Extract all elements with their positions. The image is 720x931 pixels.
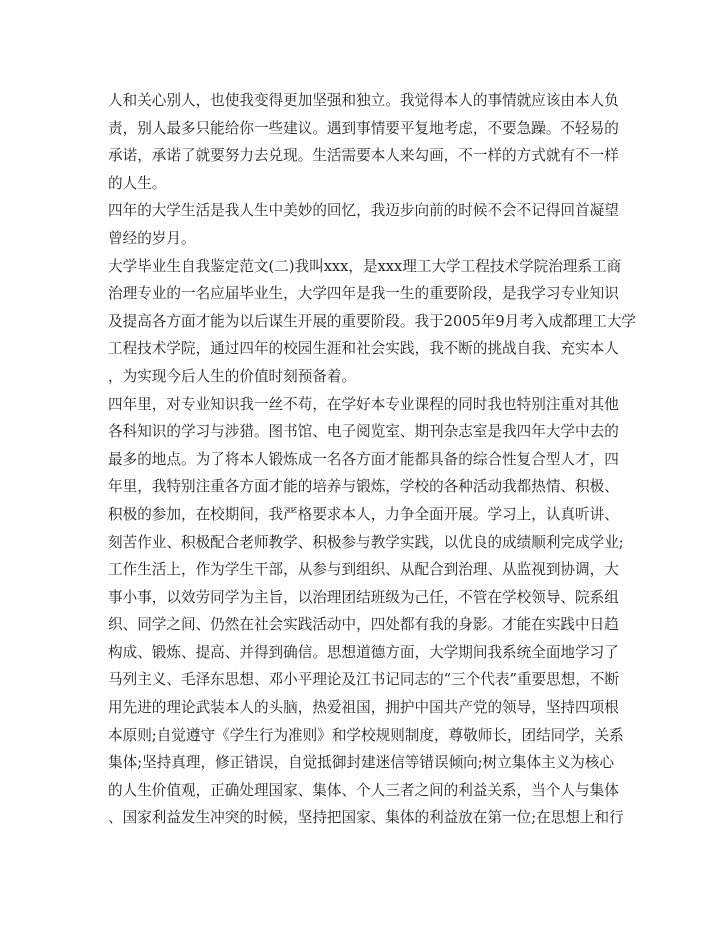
text-line: 集体;坚持真理，修正错误，自觉抵御封建迷信等错误倾向;树立集体主义为核心 <box>108 754 615 772</box>
text-line: 人和关心别人，也使我变得更加坚强和独立。我觉得本人的事情就应该由本人负 <box>108 92 619 109</box>
text-line: 、国家利益发生冲突的时候，坚持把国家、集体的利益放在第一位;在思想上和行 <box>108 809 624 827</box>
document-body <box>108 87 637 832</box>
text-line: 本原则;自觉遵守《学生行为准则》和学校规则制度，尊敬师长，团结同学，关系 <box>108 726 624 744</box>
text-line: 马列主义、毛泽东思想、邓小平理论及江书记同志的“三个代表”重要思想，不断 <box>108 671 620 689</box>
text-line: 各科知识的学习与涉猎。图书馆、电子阅览室、期刊杂志室是我四年大学中去的 <box>108 423 619 441</box>
text-line: 的人生价值观，正确处理国家、集体、个人三者之间的利益关系，当个人与集体 <box>108 781 619 799</box>
text-line: 工作生活上，作为学生干部，从参与到组织、从配合到治理、从监视到协调，大 <box>108 561 619 579</box>
text-line: 刻苦作业、积极配合老师教学、积极参与教学实践，以优良的成绩顺利完成学业; <box>108 533 624 551</box>
text-line: 工程技术学院，通过四年的校园生涯和社会实践，我不断的挑战自我、充实本人 <box>108 340 619 358</box>
text-line: 四年的大学生活是我人生中美妙的回忆，我迈步向前的时候不会不记得回首凝望 <box>108 202 619 220</box>
text-line: 及提高各方面才能为以后谋生开展的重要阶段。我于2005年9月考入成都理工大学 <box>108 312 637 330</box>
text-line: 用先进的理论武装本人的头脑，热爱祖国，拥护中国共产党的领导，坚持四项根 <box>108 699 619 717</box>
text-line: 承诺，承诺了就要努力去兑现。生活需要本人来勾画，不一样的方式就有不一样 <box>108 147 619 165</box>
text-line: 的人生。 <box>108 174 167 192</box>
text-line: 构成、锻炼、提高、并得到确信。思想道德方面，大学期间我系统全面地学习了 <box>108 643 619 661</box>
text-line: ，为实现今后人生的价值时刻预备着。 <box>108 367 357 385</box>
text-line: 最多的地点。为了将本人锻炼成一名各方面才能都具备的综合性复合型人才，四 <box>108 450 619 468</box>
text-line: 治理专业的一名应届毕业生，大学四年是我一生的重要阶段，是我学习专业知识 <box>108 285 619 303</box>
text-line: 四年里，对专业知识我一丝不苟，在学好本专业课程的同时我也特别注重对其他 <box>108 395 619 413</box>
text-line: 积极的参加，在校期间，我严格要求本人，力争全面开展。学习上，认真听讲、 <box>108 505 619 523</box>
text-line: 责，别人最多只能给你一些建议。遇到事情要平复地考虑，不要急躁。不轻易的 <box>108 119 619 137</box>
text-line: 曾经的岁月。 <box>108 229 196 247</box>
text-line: 大学毕业生自我鉴定范文(二)我叫xxx，是xxx理工大学工程技术学院治理系工商 <box>108 257 622 275</box>
text-line: 织、同学之间、仍然在社会实践活动中，四处都有我的身影。才能在实践中日趋 <box>108 616 619 634</box>
text-line: 年里，我特别注重各方面才能的培养与锻炼，学校的各种活动我都热情、积极、 <box>108 478 619 496</box>
text-line: 事小事，以效劳同学为主旨，以治理团结班级为己任，不管在学校领导、院系组 <box>108 588 619 606</box>
